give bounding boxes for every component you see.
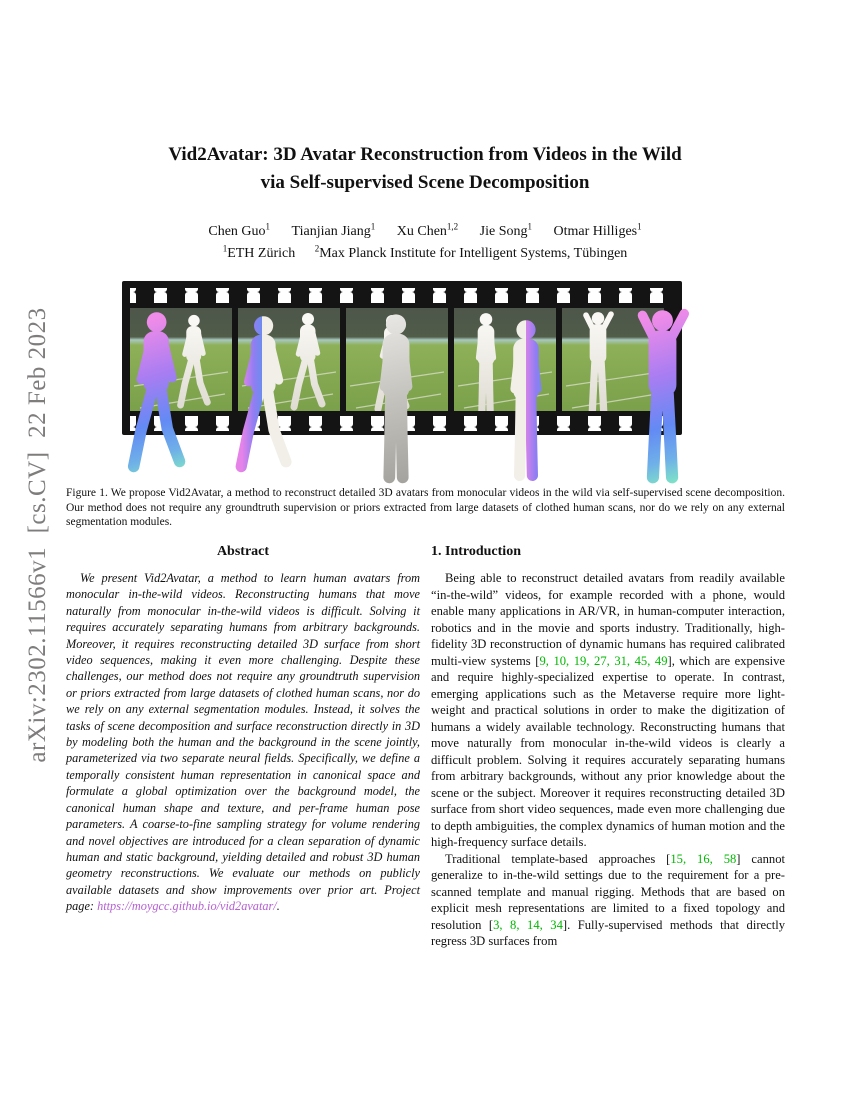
project-page-link[interactable]: https://moygcc.github.io/vid2avatar/ — [97, 899, 277, 914]
figure-caption-label: Figure 1. — [66, 487, 108, 499]
figure-1 — [114, 277, 734, 489]
abstract-text: We present Vid2Avatar, a method to learn human avatars from monocular in-the-wild videos. Reconstructing humans that move naturally from monocular in-the-wild videos is difficult. Solving it requires accurately separating humans from arbitrary backgrounds. Moreover, it requires reconstructing detailed 3D surface from short video sequences, making it even more challenging. Despite these challenges, our method does not require any groundtruth supervision or priors extracted from large datasets of clothed human scans, nor do we rely on any external segmentation modules. Instead, it solves the tasks of scene decomposition and surface reconstruction directly in 3D by modeling both the human and the background in the scene jointly, parameterized via two separate neural fields. Specifically, we define a temporally consistent human representation in canonical space and formulate a global optimization over the background model, the canonical human shape and texture, and per-frame human pose parameters. A coarse-to-fine sampling strategy for volume rendering and novel objectives are introduced for a clean separation of dynamic human and static background, yielding detailed and robust 3D human geometry reconstructions. We evaluate our methods on publicly available datasets and show improvements over prior art. Project page: https://moygcc.github.io/vid2avatar/. — [66, 571, 420, 914]
citation-link[interactable]: 15, 16, 58 — [670, 851, 737, 866]
affiliation: $^2$Max Planck Institute for Intelligent Systems, Tübingen — [314, 243, 628, 261]
introduction-paragraph-2: Traditional template-based approaches [15, 16, 58] cannot generalize to in-the-wild settings due to the requirement for a pre-scanned template and manual rigging. Methods that are based on explicit mesh representations are limited to a fixed topology and resolution [3, 8, 14, 34]. Fully-supervised methods that directly regress 3D surfaces from — [431, 851, 785, 948]
introduction-heading: 1. Introduction — [431, 544, 521, 559]
author: Otmar Hilliges$^1$ — [553, 221, 642, 239]
author: Tianjian Jiang$^1$ — [291, 221, 376, 239]
abstract-heading: Abstract — [216, 544, 270, 559]
mesh-figure-3 — [383, 314, 410, 477]
citation-link[interactable]: 9, 10, 19, 27, 31, 45, 49 — [539, 653, 668, 668]
author: Chen Guo$^1$ — [208, 221, 271, 239]
author-list — [0, 222, 850, 242]
paper-title — [0, 141, 850, 197]
teaser-film-strip-graphic — [114, 277, 734, 489]
film-sprocket-holes-top — [130, 288, 674, 303]
author: Xu Chen$^{1,2}$ — [396, 221, 459, 239]
two-column-body — [66, 543, 785, 950]
left-column — [66, 543, 420, 950]
introduction-paragraph-1: Being able to reconstruct detailed avatars from readily available “in-the-wild” videos, for example recorded with a phone, would enable many applications in AR/VR, in human-computer interaction, robotics and in the movie and sports industry. Traditionally, high-fidelity 3D reconstruction of dynamic humans has required calibrated multi-view systems [9, 10, 19, 27, 31, 45, 49], which are expensive and require highly-specialized expertise to operate. In contrast, emerging applications such as the Metaverse require more light-weight and practical solutions in order to make the digitization of humans a widely available technology. Reconstructing humans that move naturally from monocular in-the-wild videos is clearly a difficult problem. Solving it requires accurately separating humans from arbitrary backgrounds, without any prior knowledge about the scene or the subject. Moreover it requires reconstructing detailed 3D surface from short video sequences, made even more challenging due to depth ambiguities, the complex dynamics of human motion and the high-frequency surface details. — [431, 571, 786, 849]
avatar-figure-4 — [513, 320, 539, 475]
affiliation-list — [0, 244, 850, 264]
arxiv-watermark: arXiv:2302.11566v1 [cs.CV] 22 Feb 2023 — [24, 307, 51, 763]
paper-title-line1: Vid2Avatar: 3D Avatar Reconstruction from Videos in the Wild — [168, 144, 682, 165]
right-column — [431, 543, 785, 950]
affiliation: $^1$ETH Zürich — [222, 243, 296, 261]
citation-link[interactable]: 3, 8, 14, 34 — [493, 917, 563, 932]
figure-caption-text: We propose Vid2Avatar, a method to reconstruct detailed 3D avatars from monocular videos in the wild via self-supervised scene decomposition. Our method does not require any groundtruth supervision or priors extracted from large datasets of clothed human scans, nor do we rely on any external segmentation modules. — [66, 487, 785, 529]
paper-title-line2: via Self-supervised Scene Decomposition — [260, 172, 590, 193]
figure-caption — [66, 486, 785, 530]
author: Jie Song$^1$ — [479, 221, 533, 239]
